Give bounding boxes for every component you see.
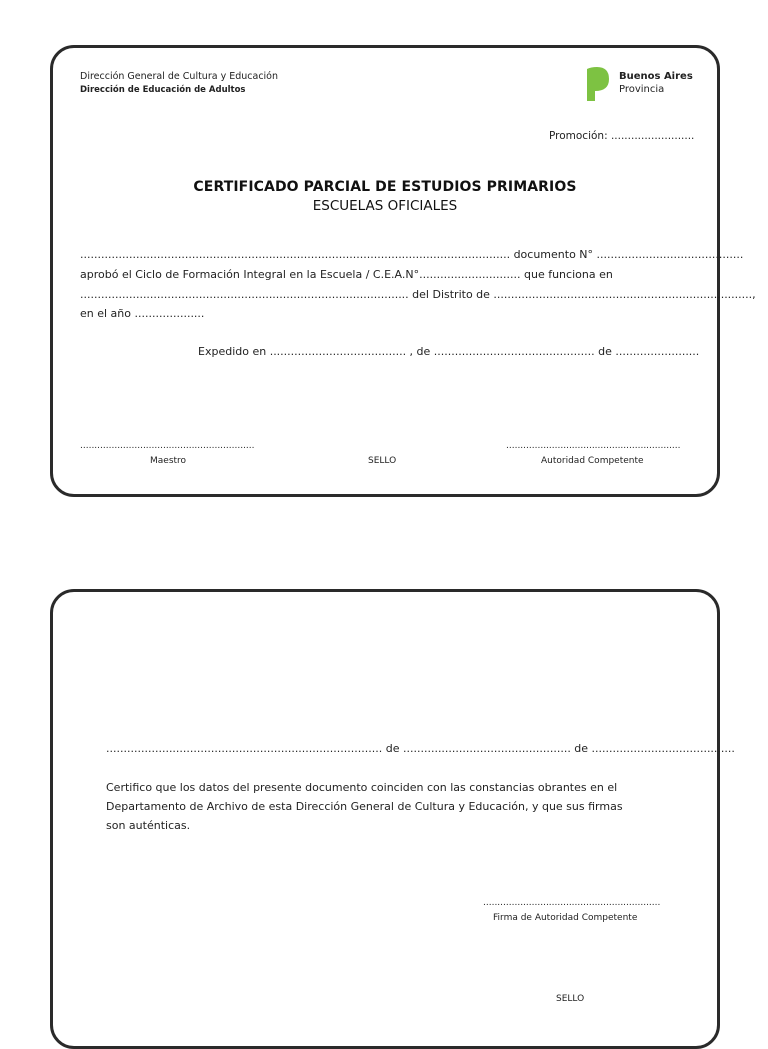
logo-text-provincia: Provincia [619,84,665,95]
buenos-aires-logo [583,65,693,105]
student-name-line: ........................................................................................................................... documento N° .......................................... [80,248,744,261]
district-line: .............................................................................................. del Distrito de .........................................................................., [80,288,756,301]
year-line: en el año .................... [80,307,205,320]
firma-label: Firma de Autoridad Competente [493,913,638,923]
certificate-front-card [50,45,756,497]
certification-text-line-2: Departamento de Archivo de esta Dirección General de Cultura y Educación, y que sus firmas [106,800,623,813]
promocion-field: Promoción: ......................... [549,130,695,142]
back-date-line: ............................................................................... de ................................................ de ......................................... [106,742,735,755]
certificate-back-card [50,589,735,1049]
school-line: aprobó el Ciclo de Formación Integral en la Escuela / C.E.A.N°............................. que funciona en [80,268,613,281]
certificate-subtitle: ESCUELAS OFICIALES [312,198,458,214]
signature-dots-maestro: ............................................................. [80,441,255,451]
signature-label-maestro: Maestro [150,456,187,466]
certificate-title: CERTIFICADO PARCIAL DE ESTUDIOS PRIMARIOS [193,179,577,195]
header-line-2: Dirección de Educación de Adultos [80,85,246,95]
certification-text-line-3: son auténticas. [106,819,191,832]
province-logo-icon [583,65,615,103]
certification-text-line-1: Certifico que los datos del presente documento coinciden con las constancias obrantes en el [106,781,618,794]
firma-dots: .............................................................. [483,898,661,908]
sello-label: SELLO [368,456,397,466]
signature-label-autoridad: Autoridad Competente [541,456,644,466]
header-line-1: Dirección General de Cultura y Educación [80,71,279,82]
back-sello-label: SELLO [556,994,585,1004]
signature-dots-autoridad: ............................................................. [506,441,681,451]
expedido-line: Expedido en ....................................... , de .............................................. de ........................ [198,345,700,358]
logo-text-buenos-aires: Buenos Aires [619,71,693,82]
